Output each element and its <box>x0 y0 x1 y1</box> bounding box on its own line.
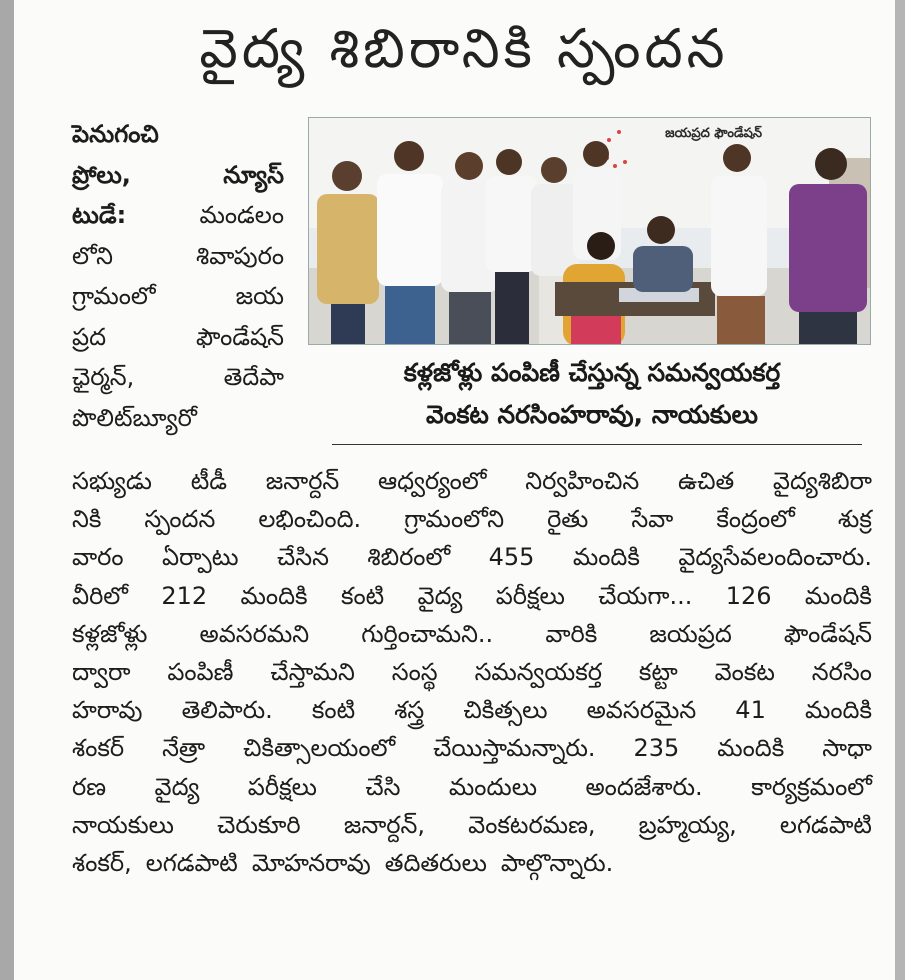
text-word: తెలిపారు. <box>181 696 273 725</box>
text-word: స్పందన <box>144 505 216 534</box>
text-word: మందికి <box>240 581 308 610</box>
text-line <box>72 500 872 538</box>
text-line <box>72 195 284 236</box>
text-line <box>72 276 284 317</box>
headline: వైద్య శిబిరానికి స్పందన <box>199 17 729 80</box>
text-line <box>72 357 284 398</box>
text-word: హరావు <box>72 696 143 725</box>
text-word: ఆధ్వర్యంలో <box>378 467 487 495</box>
text-word: వైద్య <box>417 581 463 610</box>
text-word: గుర్తించామని.. <box>361 619 494 648</box>
text-line <box>72 577 872 615</box>
text-word: సంస్థ <box>391 658 438 687</box>
text-word: చేసిన <box>277 543 329 572</box>
text-word: పొలిట్‌బ్యూరో <box>72 403 197 432</box>
text-word: శివాపురం <box>196 241 284 270</box>
text-word: సభ్యుడు <box>72 467 152 495</box>
text-word: లగడపాటి <box>779 810 872 839</box>
text-word: మందికి <box>717 734 785 763</box>
text-line <box>72 691 872 729</box>
text-word: చికిత్సాలయంలో <box>243 734 396 763</box>
text-word: చేస్తామని <box>270 658 355 687</box>
text-word: పరీక్షలు <box>495 581 565 610</box>
newspaper-clipping <box>14 0 895 980</box>
text-word: మందికి <box>804 696 872 725</box>
text-line <box>72 768 872 806</box>
text-word: శంకర్ <box>72 734 125 763</box>
text-word: వీరిలో <box>72 581 128 610</box>
text-word: పెనుగంచి <box>72 120 159 148</box>
text-word: జనార్దన్ <box>265 467 340 495</box>
text-word: నికి <box>72 505 102 534</box>
text-word: టుడే: <box>72 201 127 229</box>
text-word: 126 <box>725 581 772 610</box>
news-photo <box>308 117 871 345</box>
text-line <box>72 462 872 500</box>
text-line <box>72 398 284 439</box>
text-word: కట్టా <box>638 658 678 687</box>
text-word: అవసరమని <box>199 619 310 648</box>
text-word: వైద్య <box>154 772 200 801</box>
text-word: 455 <box>488 543 535 572</box>
text-word: టీడీ <box>190 467 227 495</box>
text-word: మండలం <box>199 201 284 229</box>
text-word: ఉచిత <box>677 467 735 495</box>
text-word: కళ్లజోళ్లు <box>72 619 148 648</box>
text-word: శస్త్ర <box>394 696 425 725</box>
article-lead-column <box>72 114 284 438</box>
caption-line-2: వెంకట నరసింహరావు, నాయకులు <box>426 400 758 429</box>
text-word: సమన్వయకర్త <box>474 658 603 687</box>
text-line <box>72 538 872 576</box>
text-word: ఛైర్మన్, <box>72 363 135 391</box>
text-word: పాల్గొన్నారు. <box>500 849 614 878</box>
text-word: కంటి <box>340 581 385 610</box>
text-word: గ్రామంలో <box>72 282 156 310</box>
text-word: 235 <box>633 734 680 763</box>
text-word: చికిత్సలు <box>463 696 548 725</box>
text-word: చేసి <box>365 772 401 801</box>
text-line <box>72 155 284 196</box>
text-word: తదితరులు <box>384 849 487 878</box>
photo-caption <box>326 352 858 436</box>
text-word: నేత్రా <box>162 734 206 763</box>
text-word: ఏర్పాటు <box>161 543 239 572</box>
text-word: లోని <box>72 241 113 270</box>
text-line <box>72 114 284 155</box>
text-word: కంటి <box>311 696 356 725</box>
text-word: అందజేశారు. <box>585 772 703 801</box>
text-word: ఫౌండేషన్ <box>195 322 284 351</box>
text-word: ద్వారా <box>72 658 131 687</box>
text-word: కేంద్రంలో <box>716 505 795 534</box>
text-word: వెంకటరమణ, <box>468 810 596 839</box>
text-word: తెదేపా <box>223 363 284 391</box>
photo-illustration <box>309 118 871 345</box>
text-word: శుక్ర <box>837 505 872 534</box>
text-line <box>72 729 872 767</box>
text-word: రణ <box>72 772 107 801</box>
text-word: పంపిణీ <box>167 658 234 687</box>
text-line <box>72 653 872 691</box>
text-word: రైతు <box>547 505 589 534</box>
text-word: మోహనరావు <box>251 849 371 878</box>
text-word: వెంకట <box>714 658 775 687</box>
text-line <box>72 615 872 653</box>
article-body <box>72 462 872 882</box>
text-word: మందికి <box>804 581 872 610</box>
text-word: పరీక్షలు <box>247 772 317 801</box>
text-word: చేయిస్తామన్నారు. <box>433 734 596 763</box>
text-word: శంకర్, <box>72 849 132 878</box>
text-word: జయ <box>235 282 284 310</box>
text-word: మందులు <box>448 772 538 801</box>
text-line <box>72 236 284 277</box>
text-word: వైద్యసేవలందించారు. <box>678 543 872 572</box>
text-word: మందికి <box>572 543 640 572</box>
text-word: సాధా <box>822 734 872 763</box>
scan-left-edge <box>0 0 14 980</box>
text-word: ఫౌండేషన్ <box>783 619 872 648</box>
text-word: చెరుకూరి <box>217 810 301 839</box>
text-word: అవసరమైన <box>586 696 697 725</box>
scan-right-edge <box>895 0 905 980</box>
caption-line-1: కళ్లజోళ్లు పంపిణీ చేస్తున్న సమన్వయకర్త <box>403 358 781 387</box>
text-line <box>72 317 284 358</box>
text-word: నాయకులు <box>72 810 174 839</box>
text-word: ప్రోలు, <box>72 160 131 189</box>
foundation-logo-text: జయప్రద ఫౌండేషన్ <box>665 126 762 141</box>
text-word: చేయగా... <box>598 581 693 610</box>
text-word: గ్రామంలోని <box>404 505 505 534</box>
text-word: నరసిం <box>811 658 872 687</box>
text-word: ప్రద <box>72 322 107 351</box>
text-word: నిర్వహించిన <box>525 467 640 495</box>
text-word: 212 <box>161 581 208 610</box>
text-word: బ్రహ్మయ్య, <box>638 810 737 839</box>
text-line <box>72 806 872 844</box>
text-word: జనార్దన్, <box>343 810 426 839</box>
text-word: సేవా <box>631 505 674 534</box>
text-word: కార్యక్రమంలో <box>751 772 872 801</box>
text-line <box>72 844 872 882</box>
text-word: వైద్యశిబిరా <box>772 467 872 495</box>
text-word: వారికి <box>545 619 598 648</box>
text-word: శిబిరంలో <box>367 543 451 572</box>
text-word: 41 <box>735 696 766 725</box>
text-word: లగడపాటి <box>145 849 238 878</box>
caption-divider <box>332 444 862 445</box>
text-word: జయప్రద <box>649 619 732 648</box>
text-word: లభించింది. <box>258 505 362 534</box>
text-word: వారం <box>72 543 124 572</box>
text-word: న్యూస్ <box>223 160 284 189</box>
